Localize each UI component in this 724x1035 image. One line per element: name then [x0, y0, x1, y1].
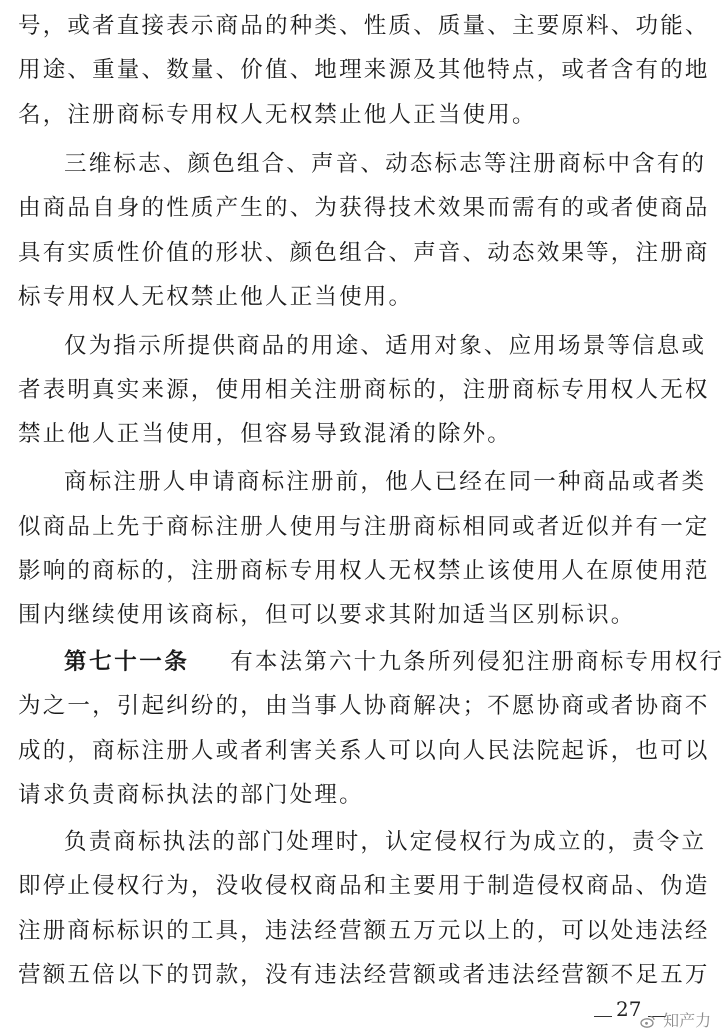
article-heading: 第七十一条 — [64, 649, 190, 675]
text-line: 三维标志、颜色组合、声音、动态标志等注册商标中含有的 — [64, 151, 707, 177]
text-line: 似商品上先于商标注册人使用与注册商标相同或者近似并有一定 — [18, 514, 710, 540]
text-line: 号，或者直接表示商品的种类、性质、质量、主要原料、功能、 — [18, 13, 710, 39]
text-line: 注册商标标识的工具，违法经营额五万元以上的，可以处违法经 — [18, 918, 710, 944]
text-line: 围内继续使用该商标，但可以要求其附加适当区别标识。 — [18, 602, 636, 628]
article-text: 有本法第六十九条所列侵犯注册商标专用权行 — [230, 649, 724, 675]
footer-dash-left — [594, 1016, 612, 1017]
text-line: 负责商标执法的部门处理时，认定侵权行为成立的，责令立 — [64, 829, 707, 855]
watermark-text: 知产力 — [663, 1011, 712, 1030]
text-line: 商标注册人申请商标注册前，他人已经在同一种商品或者类 — [64, 469, 707, 495]
weibo-icon — [640, 1013, 656, 1029]
text-line: 具有实质性价值的形状、颜色组合、声音、动态效果等，注册商 — [18, 240, 710, 266]
text-line: 营额五倍以下的罚款，没有违法经营额或者违法经营额不足五万 — [18, 962, 710, 988]
watermark — [640, 1010, 711, 1032]
text-line: 成的，商标注册人或者利害关系人可以向人民法院起诉，也可以 — [18, 738, 710, 764]
page-number: 27 — [616, 997, 642, 1021]
text-line: 影响的商标的，注册商标专用权人无权禁止该使用人在原使用范 — [18, 558, 710, 584]
text-line: 为之一，引起纠纷的，由当事人协商解决；不愿协商或者协商不 — [18, 693, 710, 719]
text-line: 标专用权人无权禁止他人正当使用。 — [18, 284, 414, 310]
text-line: 即停止侵权行为，没收侵权商品和主要用于制造侵权商品、伪造 — [18, 873, 710, 899]
article-first-line — [64, 642, 724, 682]
text-line: 请求负责商标执法的部门处理。 — [18, 782, 364, 808]
text-line: 名，注册商标专用权人无权禁止他人正当使用。 — [18, 102, 537, 128]
text-line: 仅为指示所提供商品的用途、适用对象、应用场景等信息或 — [64, 333, 707, 359]
text-line: 禁止他人正当使用，但容易导致混淆的除外。 — [18, 421, 513, 447]
text-line: 由商品自身的性质产生的、为获得技术效果而需有的或者使商品 — [18, 195, 710, 221]
text-line: 者表明真实来源，使用相关注册商标的，注册商标专用权人无权 — [18, 377, 710, 403]
text-line: 用途、重量、数量、价值、地理来源及其他特点，或者含有的地 — [18, 57, 710, 83]
